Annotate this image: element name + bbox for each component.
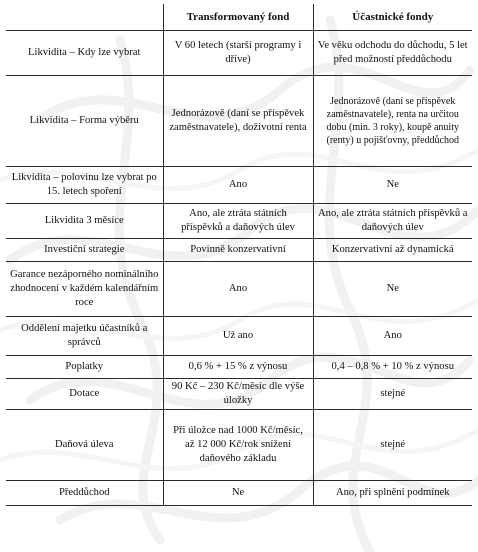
cell-participant: Ne <box>313 262 472 317</box>
row-label: Likvidita – polovinu lze vybrat po 15. letech spoření <box>6 167 163 204</box>
table-row <box>6 262 472 317</box>
cell-transformed: Ano <box>163 167 313 204</box>
row-label: Daňová úleva <box>6 410 163 481</box>
header-participant-funds: Účastnické fondy <box>313 4 472 31</box>
cell-transformed: Povinně konzervativní <box>163 239 313 262</box>
row-label: Likvidita – Kdy lze vybrat <box>6 31 163 76</box>
cell-transformed: Jednorázově (daní se příspěvek zaměstnavatele), doživotní renta <box>163 76 313 167</box>
cell-transformed: Při úložce nad 1000 Kč/měsíc, až 12 000 Kč/rok snížení daňového základu <box>163 410 313 481</box>
table-row <box>6 410 472 481</box>
table-row <box>6 239 472 262</box>
cell-participant: Ve věku odchodu do důchodu, 5 let před možností předdůchodu <box>313 31 472 76</box>
row-label: Předdůchod <box>6 481 163 506</box>
cell-participant: Ne <box>313 167 472 204</box>
cell-transformed: V 60 letech (starší programy i dříve) <box>163 31 313 76</box>
cell-participant: stejné <box>313 379 472 410</box>
cell-transformed: Už ano <box>163 317 313 356</box>
table-header-row <box>6 4 472 31</box>
row-label: Investiční strategie <box>6 239 163 262</box>
table-row <box>6 76 472 167</box>
cell-participant: Ano <box>313 317 472 356</box>
cell-transformed: 90 Kč – 230 Kč/měsíc dle výše úložky <box>163 379 313 410</box>
row-label: Dotace <box>6 379 163 410</box>
table-row <box>6 317 472 356</box>
table-row <box>6 356 472 379</box>
table-row <box>6 481 472 506</box>
cell-transformed: Ano <box>163 262 313 317</box>
cell-transformed: Ne <box>163 481 313 506</box>
cell-transformed: Ano, ale ztráta státních příspěvků a daňových úlev <box>163 204 313 239</box>
cell-participant: Ano, ale ztráta státních příspěvků a daňových úlev <box>313 204 472 239</box>
table-row <box>6 31 472 76</box>
row-label: Likvidita – Forma výběru <box>6 76 163 167</box>
table-row <box>6 204 472 239</box>
comparison-table <box>6 4 472 506</box>
cell-transformed: 0,6 % + 15 % z výnosu <box>163 356 313 379</box>
cell-participant: Konzervativní až dynamická <box>313 239 472 262</box>
header-empty <box>6 4 163 31</box>
cell-participant: Jednorázově (daní se příspěvek zaměstnavatele), renta na určitou dobu (min. 3 roky), koupě anuity (renty) u pojišťovny, předdůchod <box>313 76 472 167</box>
cell-participant: 0,4 – 0,8 % + 10 % z výnosu <box>313 356 472 379</box>
row-label: Garance nezáporného nominálního zhodnocení v každém kalendářním roce <box>6 262 163 317</box>
row-label: Oddělení majetku účastníků a správců <box>6 317 163 356</box>
header-transformed-fund: Transformovaný fond <box>163 4 313 31</box>
row-label: Likvidita 3 měsíce <box>6 204 163 239</box>
table-row <box>6 379 472 410</box>
cell-participant: stejné <box>313 410 472 481</box>
table-row <box>6 167 472 204</box>
row-label: Poplatky <box>6 356 163 379</box>
cell-participant: Ano, při splnění podmínek <box>313 481 472 506</box>
